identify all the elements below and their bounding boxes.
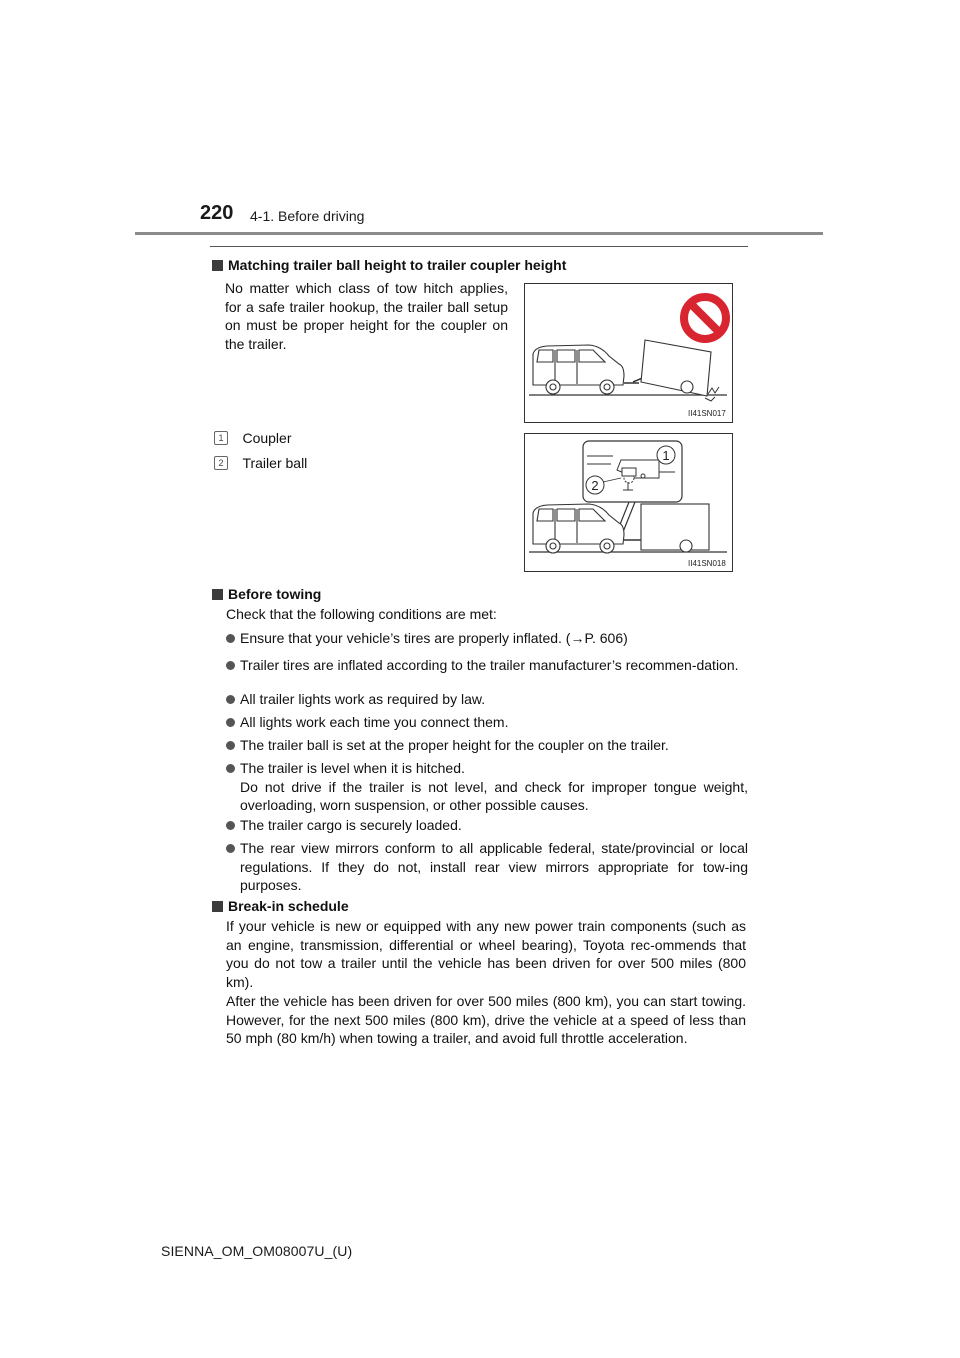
list-item-text: Trailer tires are inflated according to the trailer manufacturer’s recommen-dation.: [240, 657, 739, 673]
content-divider: [210, 246, 748, 247]
matching-heading-text: Matching trailer ball height to trailer coupler height: [228, 257, 567, 273]
bullet-dot-icon: [226, 821, 235, 830]
legend-item-coupler: [214, 430, 291, 448]
break-in-paragraph-1: If your vehicle is new or equipped with any new power train components (such as an engine, transmission, differential or wheel bearing), Toyota rec-ommends that you do not tow a trailer until the vehicle has been driven for over 500 miles (800 km).: [226, 918, 746, 990]
bullet-dot-icon: [226, 764, 235, 773]
van-illustration: [533, 504, 624, 553]
square-marker-icon: [212, 260, 223, 271]
header-divider: [135, 232, 823, 235]
list-item-text: Ensure that your vehicle’s tires are properly inflated. (→P. 606): [240, 630, 628, 646]
list-item-text: The rear view mirrors conform to all applicable federal, state/provincial or local regulations. If they do not, install rear view mirrors appropriate for tow-ing purposes.: [240, 840, 748, 894]
bullet-dot-icon: [226, 695, 235, 704]
list-item-text: All lights work each time you connect them.: [240, 714, 509, 730]
list-item: [226, 713, 748, 732]
list-item-text: The trailer ball is set at the proper height for the coupler on the trailer.: [240, 737, 669, 753]
legend-number: 2: [214, 456, 228, 470]
list-item: [226, 816, 748, 835]
list-item: [226, 839, 748, 895]
van-illustration: [533, 345, 624, 394]
figure-code: II41SN017: [688, 409, 726, 418]
list-item: [226, 656, 748, 675]
document-code: SIENNA_OM_OM08007U_(U): [161, 1243, 353, 1259]
section-title: 4-1. Before driving: [250, 208, 365, 224]
list-item: [226, 690, 748, 709]
list-item-text: The trailer cargo is securely loaded.: [240, 817, 462, 833]
callout-number-2: 2: [591, 478, 599, 493]
break-in-heading-text: Break-in schedule: [228, 898, 349, 914]
legend-number: 1: [214, 431, 228, 445]
correct-hookup-illustration: [525, 434, 732, 571]
before-towing-heading: [212, 585, 321, 603]
list-item-text: All trailer lights work as required by law.: [240, 691, 486, 707]
bullet-dot-icon: [226, 634, 235, 643]
before-towing-heading-text: Before towing: [228, 586, 322, 602]
bullet-dot-icon: [226, 718, 235, 727]
bullet-dot-icon: [226, 661, 235, 670]
list-item: [226, 736, 748, 755]
legend-label: Trailer ball: [242, 455, 308, 471]
list-item: [226, 629, 748, 648]
list-item-text: The trailer is level when it is hitched. Do not drive if the trailer is not level, and check for improper tongue weight, overloading, worn suspension, or other possible causes.: [240, 760, 748, 814]
matching-heading: [212, 256, 566, 274]
legend-item-trailer-ball: [214, 455, 307, 473]
prohibition-icon: [684, 297, 726, 339]
square-marker-icon: [212, 589, 223, 600]
before-towing-intro: Check that the following conditions are met:: [226, 606, 497, 622]
trailer-illustration: [633, 340, 711, 396]
legend-label: Coupler: [242, 430, 292, 446]
list-item: [226, 759, 748, 815]
trailer-illustration: [641, 504, 709, 552]
figure-incorrect-hookup: [524, 283, 733, 423]
break-in-heading: [212, 897, 349, 915]
callout-number-1: 1: [662, 448, 670, 463]
matching-paragraph: No matter which class of tow hitch applies, for a safe trailer hookup, the trailer ball setup on must be proper height for the coupler on the trailer.: [225, 280, 508, 352]
bullet-dot-icon: [226, 844, 235, 853]
bullet-dot-icon: [226, 741, 235, 750]
incorrect-hookup-illustration: [525, 284, 732, 422]
figure-correct-hookup: [524, 433, 733, 572]
break-in-paragraph-2: After the vehicle has been driven for over 500 miles (800 km), you can start towing. However, for the next 500 miles (800 km), drive the vehicle at a speed of less than 50 mph (80 km/h) when towing a trailer, and avoid full throttle acceleration.: [226, 993, 746, 1047]
page-number: 220: [200, 202, 234, 224]
square-marker-icon: [212, 901, 223, 912]
figure-code: II41SN018: [688, 559, 726, 568]
